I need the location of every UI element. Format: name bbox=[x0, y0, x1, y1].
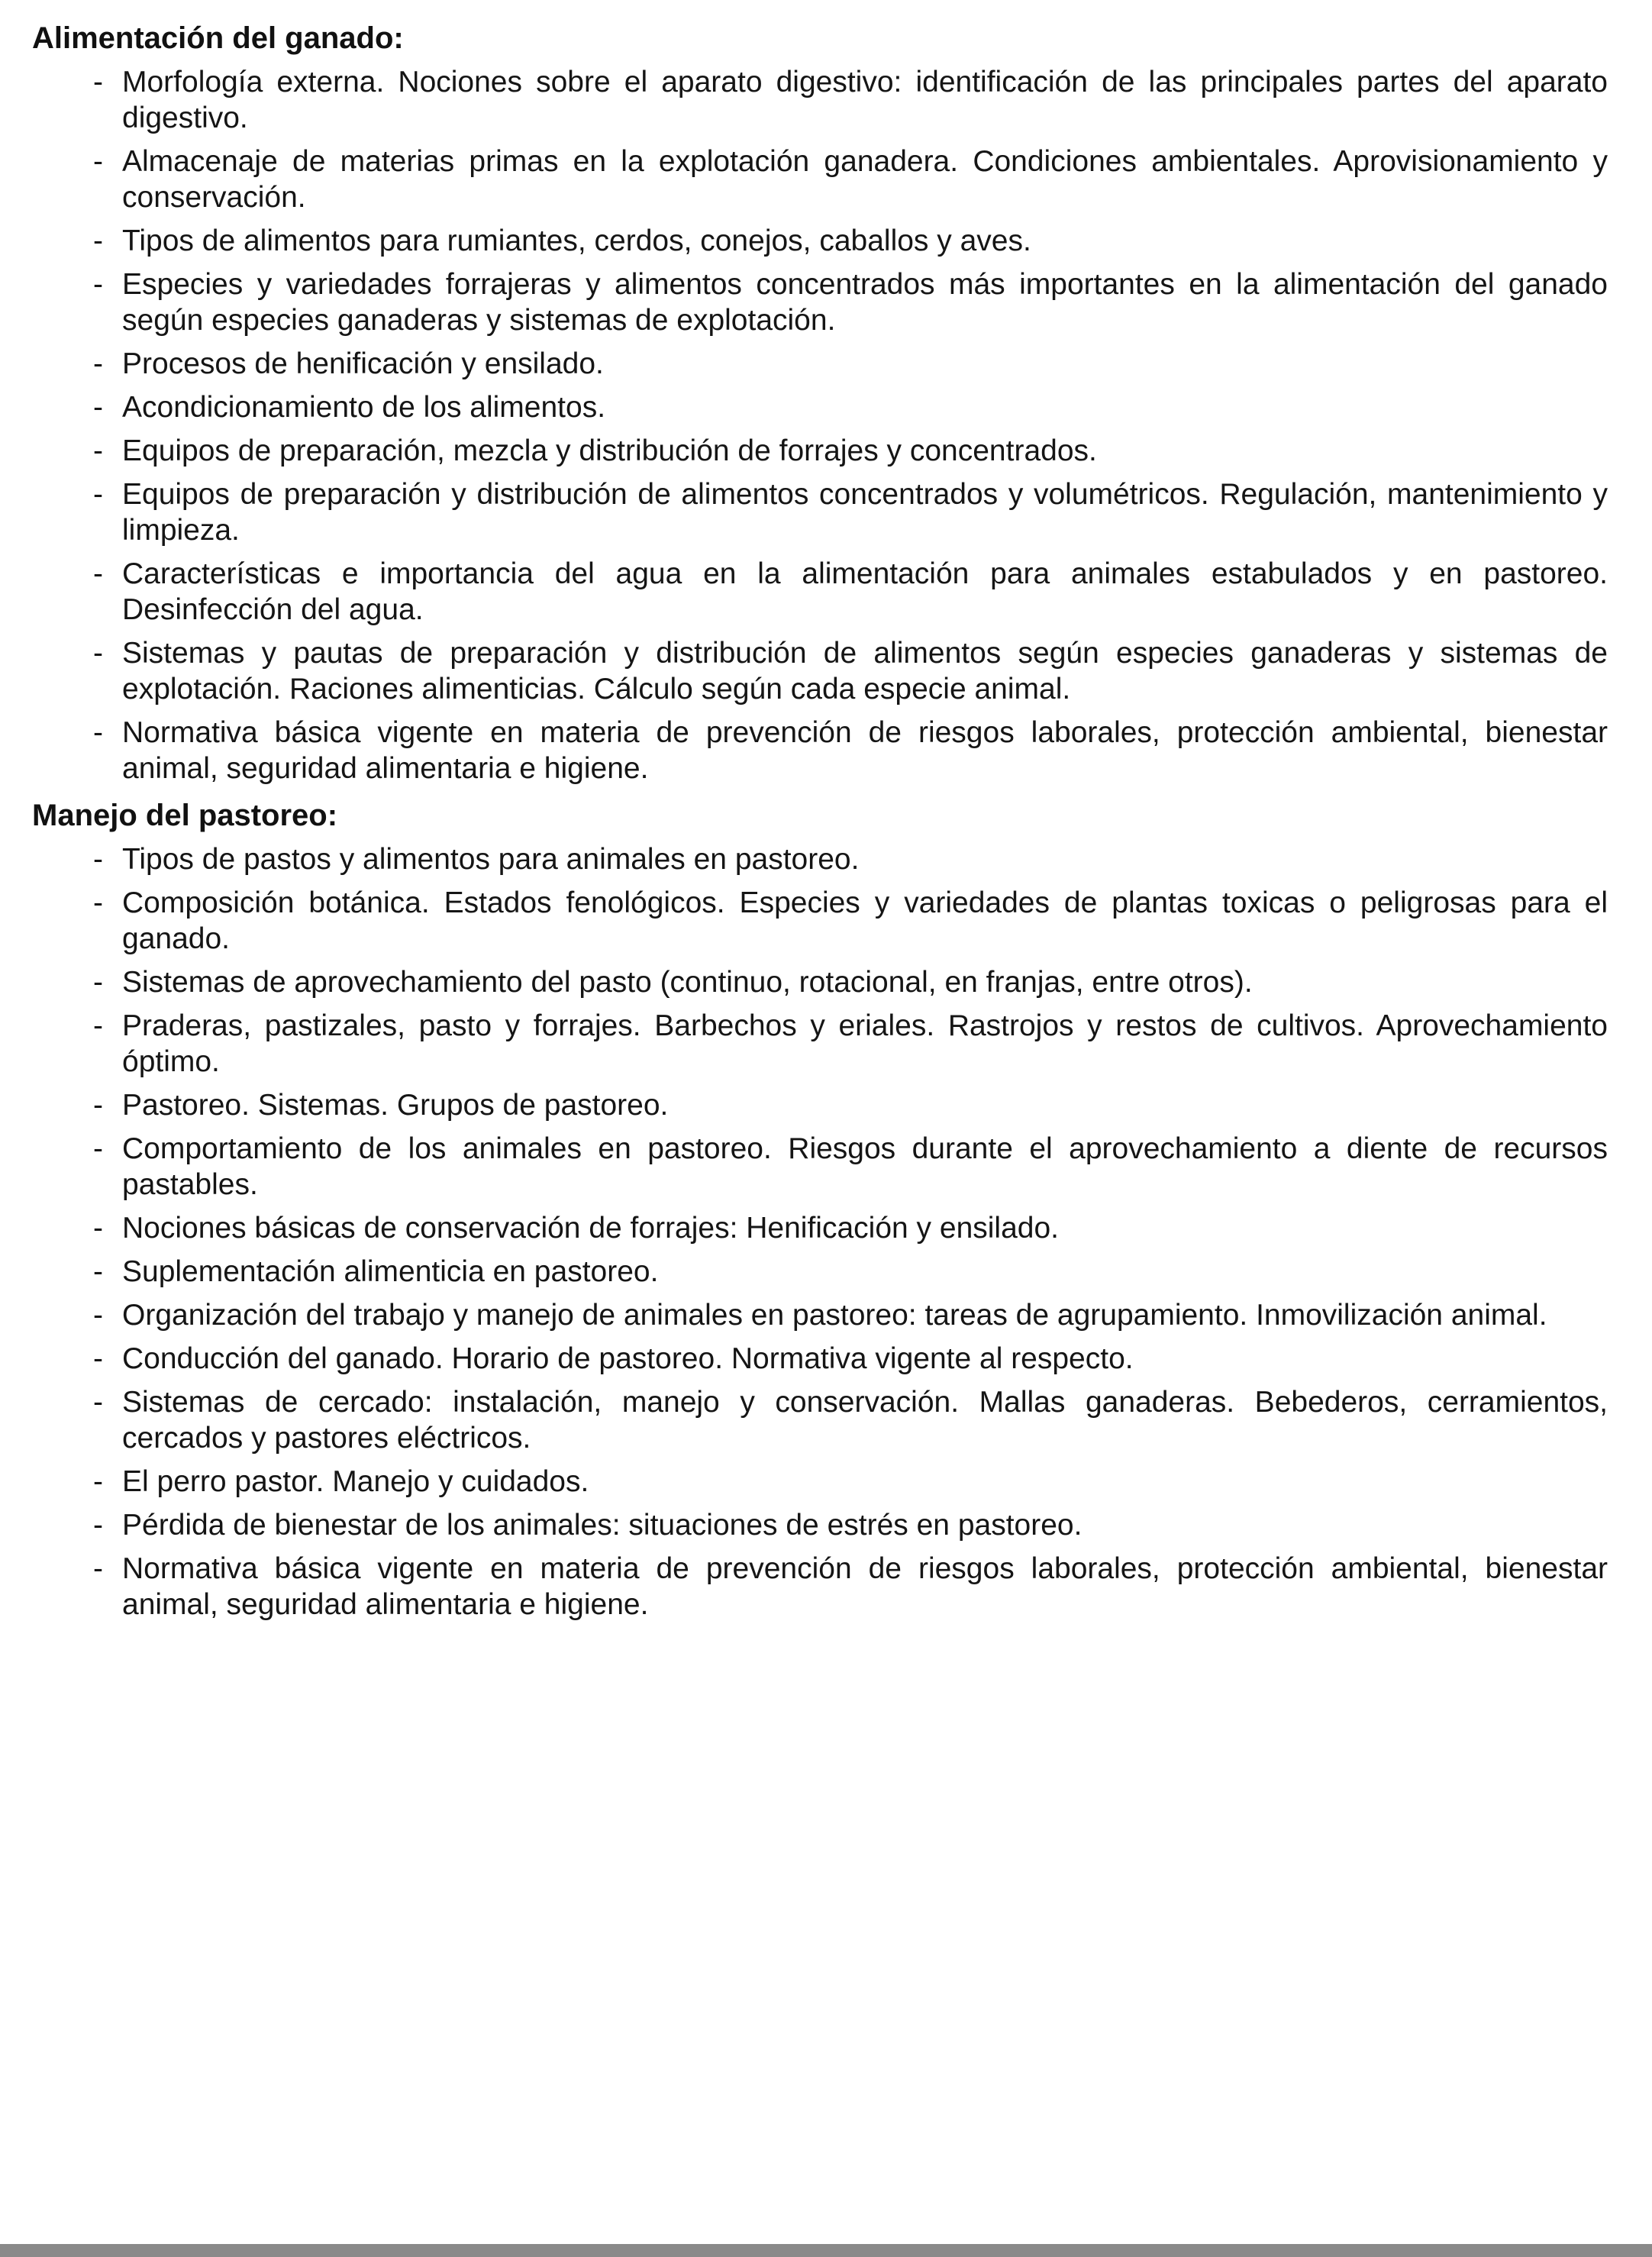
list-item-text: Organización del trabajo y manejo de animales en pastoreo: tareas de agrupamiento. Inmovilización animal. bbox=[122, 1299, 1547, 1332]
list-item bbox=[32, 1087, 1608, 1123]
document-sections bbox=[32, 20, 1608, 1623]
list-item bbox=[32, 476, 1608, 548]
list-item bbox=[32, 715, 1608, 786]
list-item-text: Sistemas y pautas de preparación y distribución de alimentos según especies ganaderas y sistemas de explotación. Raciones alimenticias. Cálculo según cada especie animal. bbox=[122, 637, 1608, 706]
list-item bbox=[32, 1464, 1608, 1500]
list-item bbox=[32, 144, 1608, 215]
hyphen-bullet: - bbox=[93, 966, 103, 999]
hyphen-bullet: - bbox=[93, 1342, 103, 1375]
list-item bbox=[32, 964, 1608, 1000]
hyphen-bullet: - bbox=[93, 716, 103, 749]
page-bottom-divider bbox=[0, 2244, 1652, 2257]
list-item bbox=[32, 1507, 1608, 1543]
list-item-text: Comportamiento de los animales en pastoreo. Riesgos durante el aprovechamiento a diente de recursos pastables. bbox=[122, 1132, 1608, 1201]
list-item-text: Nociones básicas de conservación de forrajes: Henificación y ensilado. bbox=[122, 1212, 1059, 1245]
list-item bbox=[32, 433, 1608, 469]
section-item-list bbox=[32, 841, 1608, 1623]
document-section bbox=[32, 797, 1608, 1623]
hyphen-bullet: - bbox=[93, 1552, 103, 1585]
list-item-text: Tipos de alimentos para rumiantes, cerdos, conejos, caballos y aves. bbox=[122, 224, 1031, 257]
section-item-list bbox=[32, 64, 1608, 786]
list-item-text: Composición botánica. Estados fenológicos. Especies y variedades de plantas toxicas o peligrosas para el ganado. bbox=[122, 886, 1608, 955]
list-item bbox=[32, 1008, 1608, 1080]
hyphen-bullet: - bbox=[93, 268, 103, 301]
list-item-text: Sistemas de aprovechamiento del pasto (continuo, rotacional, en franjas, entre otros). bbox=[122, 966, 1253, 999]
hyphen-bullet: - bbox=[93, 1255, 103, 1288]
list-item-text: Conducción del ganado. Horario de pastoreo. Normativa vigente al respecto. bbox=[122, 1342, 1134, 1375]
list-item-text: Morfología externa. Nociones sobre el aparato digestivo: identificación de las principales partes del aparato digestivo. bbox=[122, 66, 1608, 134]
hyphen-bullet: - bbox=[93, 1465, 103, 1498]
hyphen-bullet: - bbox=[93, 66, 103, 98]
list-item bbox=[32, 1254, 1608, 1290]
section-heading: Alimentación del ganado: bbox=[32, 21, 404, 55]
list-item bbox=[32, 841, 1608, 877]
list-item-text: Pastoreo. Sistemas. Grupos de pastoreo. bbox=[122, 1089, 669, 1122]
list-item bbox=[32, 1297, 1608, 1333]
hyphen-bullet: - bbox=[93, 1386, 103, 1419]
hyphen-bullet: - bbox=[93, 843, 103, 876]
list-item bbox=[32, 266, 1608, 338]
list-item bbox=[32, 885, 1608, 957]
list-item bbox=[32, 64, 1608, 136]
hyphen-bullet: - bbox=[93, 1299, 103, 1332]
list-item bbox=[32, 556, 1608, 628]
list-item bbox=[32, 1551, 1608, 1623]
list-item-text: Acondicionamiento de los alimentos. bbox=[122, 391, 606, 424]
list-item-text: Praderas, pastizales, pasto y forrajes. Barbechos y eriales. Rastrojos y restos de cultivos. Aprovechamiento óptimo. bbox=[122, 1009, 1608, 1078]
list-item-text: Suplementación alimenticia en pastoreo. bbox=[122, 1255, 659, 1288]
list-item-text: Equipos de preparación, mezcla y distribución de forrajes y concentrados. bbox=[122, 434, 1097, 467]
section-heading: Manejo del pastoreo: bbox=[32, 799, 338, 832]
hyphen-bullet: - bbox=[93, 1132, 103, 1165]
hyphen-bullet: - bbox=[93, 886, 103, 919]
hyphen-bullet: - bbox=[93, 557, 103, 590]
list-item-text: Especies y variedades forrajeras y alimentos concentrados más importantes en la alimentación del ganado según especies ganaderas y sistemas de explotación. bbox=[122, 268, 1608, 337]
list-item-text: Sistemas de cercado: instalación, manejo y conservación. Mallas ganaderas. Bebederos, cerramientos, cercados y pastores eléctricos. bbox=[122, 1386, 1608, 1455]
list-item-text: Almacenaje de materias primas en la explotación ganadera. Condiciones ambientales. Aprovisionamiento y conservación. bbox=[122, 145, 1608, 214]
list-item-text: Características e importancia del agua en la alimentación para animales estabulados y en pastoreo. Desinfección del agua. bbox=[122, 557, 1608, 626]
list-item bbox=[32, 223, 1608, 259]
list-item-text: Pérdida de bienestar de los animales: situaciones de estrés en pastoreo. bbox=[122, 1509, 1083, 1542]
hyphen-bullet: - bbox=[93, 1009, 103, 1042]
hyphen-bullet: - bbox=[93, 1212, 103, 1245]
hyphen-bullet: - bbox=[93, 224, 103, 257]
list-item bbox=[32, 1131, 1608, 1203]
list-item-text: Normativa básica vigente en materia de prevención de riesgos laborales, protección ambiental, bienestar animal, seguridad alimentaria e higiene. bbox=[122, 716, 1608, 785]
list-item-text: Tipos de pastos y alimentos para animales en pastoreo. bbox=[122, 843, 860, 876]
hyphen-bullet: - bbox=[93, 478, 103, 511]
document-section bbox=[32, 20, 1608, 786]
hyphen-bullet: - bbox=[93, 434, 103, 467]
list-item-text: Equipos de preparación y distribución de alimentos concentrados y volumétricos. Regulación, mantenimiento y limpieza. bbox=[122, 478, 1608, 547]
list-item bbox=[32, 1341, 1608, 1377]
list-item bbox=[32, 346, 1608, 382]
list-item-text: El perro pastor. Manejo y cuidados. bbox=[122, 1465, 589, 1498]
list-item-text: Normativa básica vigente en materia de prevención de riesgos laborales, protección ambiental, bienestar animal, seguridad alimentaria e higiene. bbox=[122, 1552, 1608, 1621]
hyphen-bullet: - bbox=[93, 145, 103, 178]
hyphen-bullet: - bbox=[93, 637, 103, 670]
hyphen-bullet: - bbox=[93, 1509, 103, 1542]
hyphen-bullet: - bbox=[93, 1089, 103, 1122]
list-item bbox=[32, 1384, 1608, 1456]
list-item bbox=[32, 389, 1608, 425]
hyphen-bullet: - bbox=[93, 391, 103, 424]
list-item-text: Procesos de henificación y ensilado. bbox=[122, 347, 604, 380]
list-item bbox=[32, 635, 1608, 707]
hyphen-bullet: - bbox=[93, 347, 103, 380]
list-item bbox=[32, 1210, 1608, 1246]
